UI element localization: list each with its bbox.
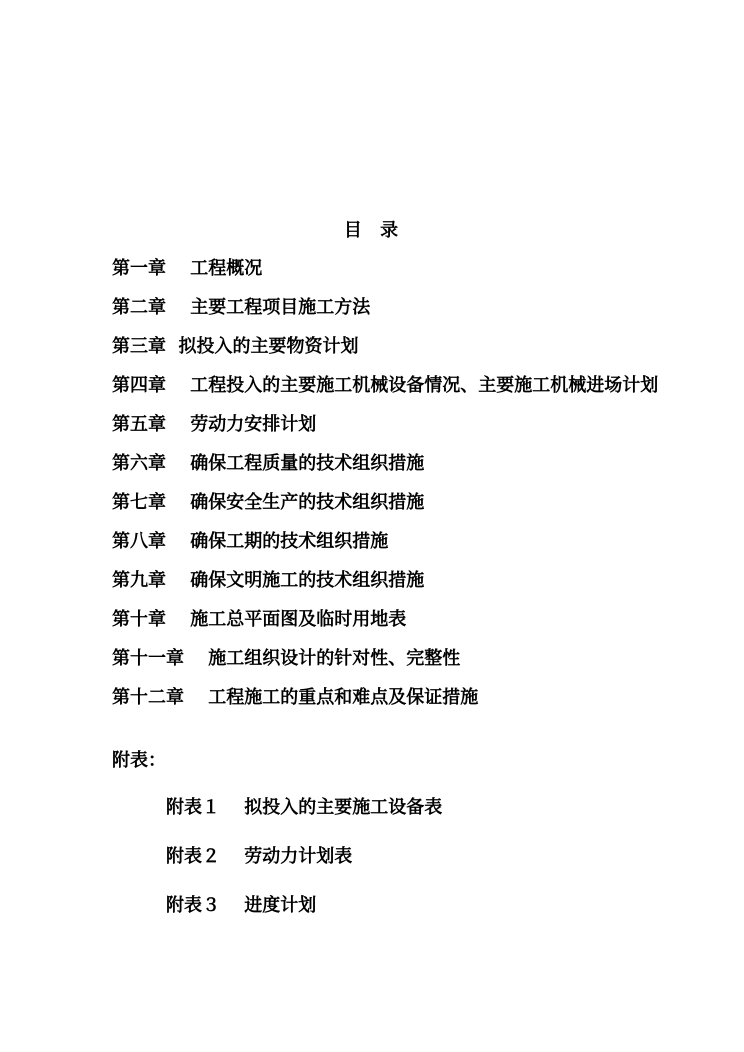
appendix-item-3: 附表３ 进度计划 (166, 895, 317, 916)
toc-item-chapter-2: 第二章 主要工程项目施工方法 (112, 297, 371, 318)
toc-item-chapter-4: 第四章 工程投入的主要施工机械设备情况、主要施工机械进场计划 (112, 375, 659, 396)
toc-item-chapter-3: 第三章 拟投入的主要物资计划 (112, 336, 359, 357)
toc-item-chapter-11: 第十一章 施工组织设计的针对性、完整性 (112, 648, 461, 669)
appendix-label: 附表： (112, 750, 166, 771)
toc-item-chapter-10: 第十章 施工总平面图及临时用地表 (112, 609, 407, 630)
toc-item-chapter-12: 第十二章 工程施工的重点和难点及保证措施 (112, 687, 479, 708)
toc-item-chapter-8: 第八章 确保工期的技术组织措施 (112, 531, 389, 552)
appendix-item-1: 附表１ 拟投入的主要施工设备表 (166, 797, 443, 818)
toc-item-chapter-5: 第五章 劳动力安排计划 (112, 414, 317, 435)
toc-item-chapter-7: 第七章 确保安全生产的技术组织措施 (112, 492, 425, 513)
toc-item-chapter-9: 第九章 确保文明施工的技术组织措施 (112, 570, 425, 591)
toc-title: 目 录 (343, 220, 405, 241)
toc-chapter-list (112, 256, 672, 724)
toc-item-chapter-6: 第六章 确保工程质量的技术组织措施 (112, 453, 425, 474)
toc-item-chapter-1: 第一章 工程概况 (112, 258, 263, 279)
appendix-list (166, 795, 442, 942)
appendix-item-2: 附表２ 劳动力计划表 (166, 846, 353, 867)
